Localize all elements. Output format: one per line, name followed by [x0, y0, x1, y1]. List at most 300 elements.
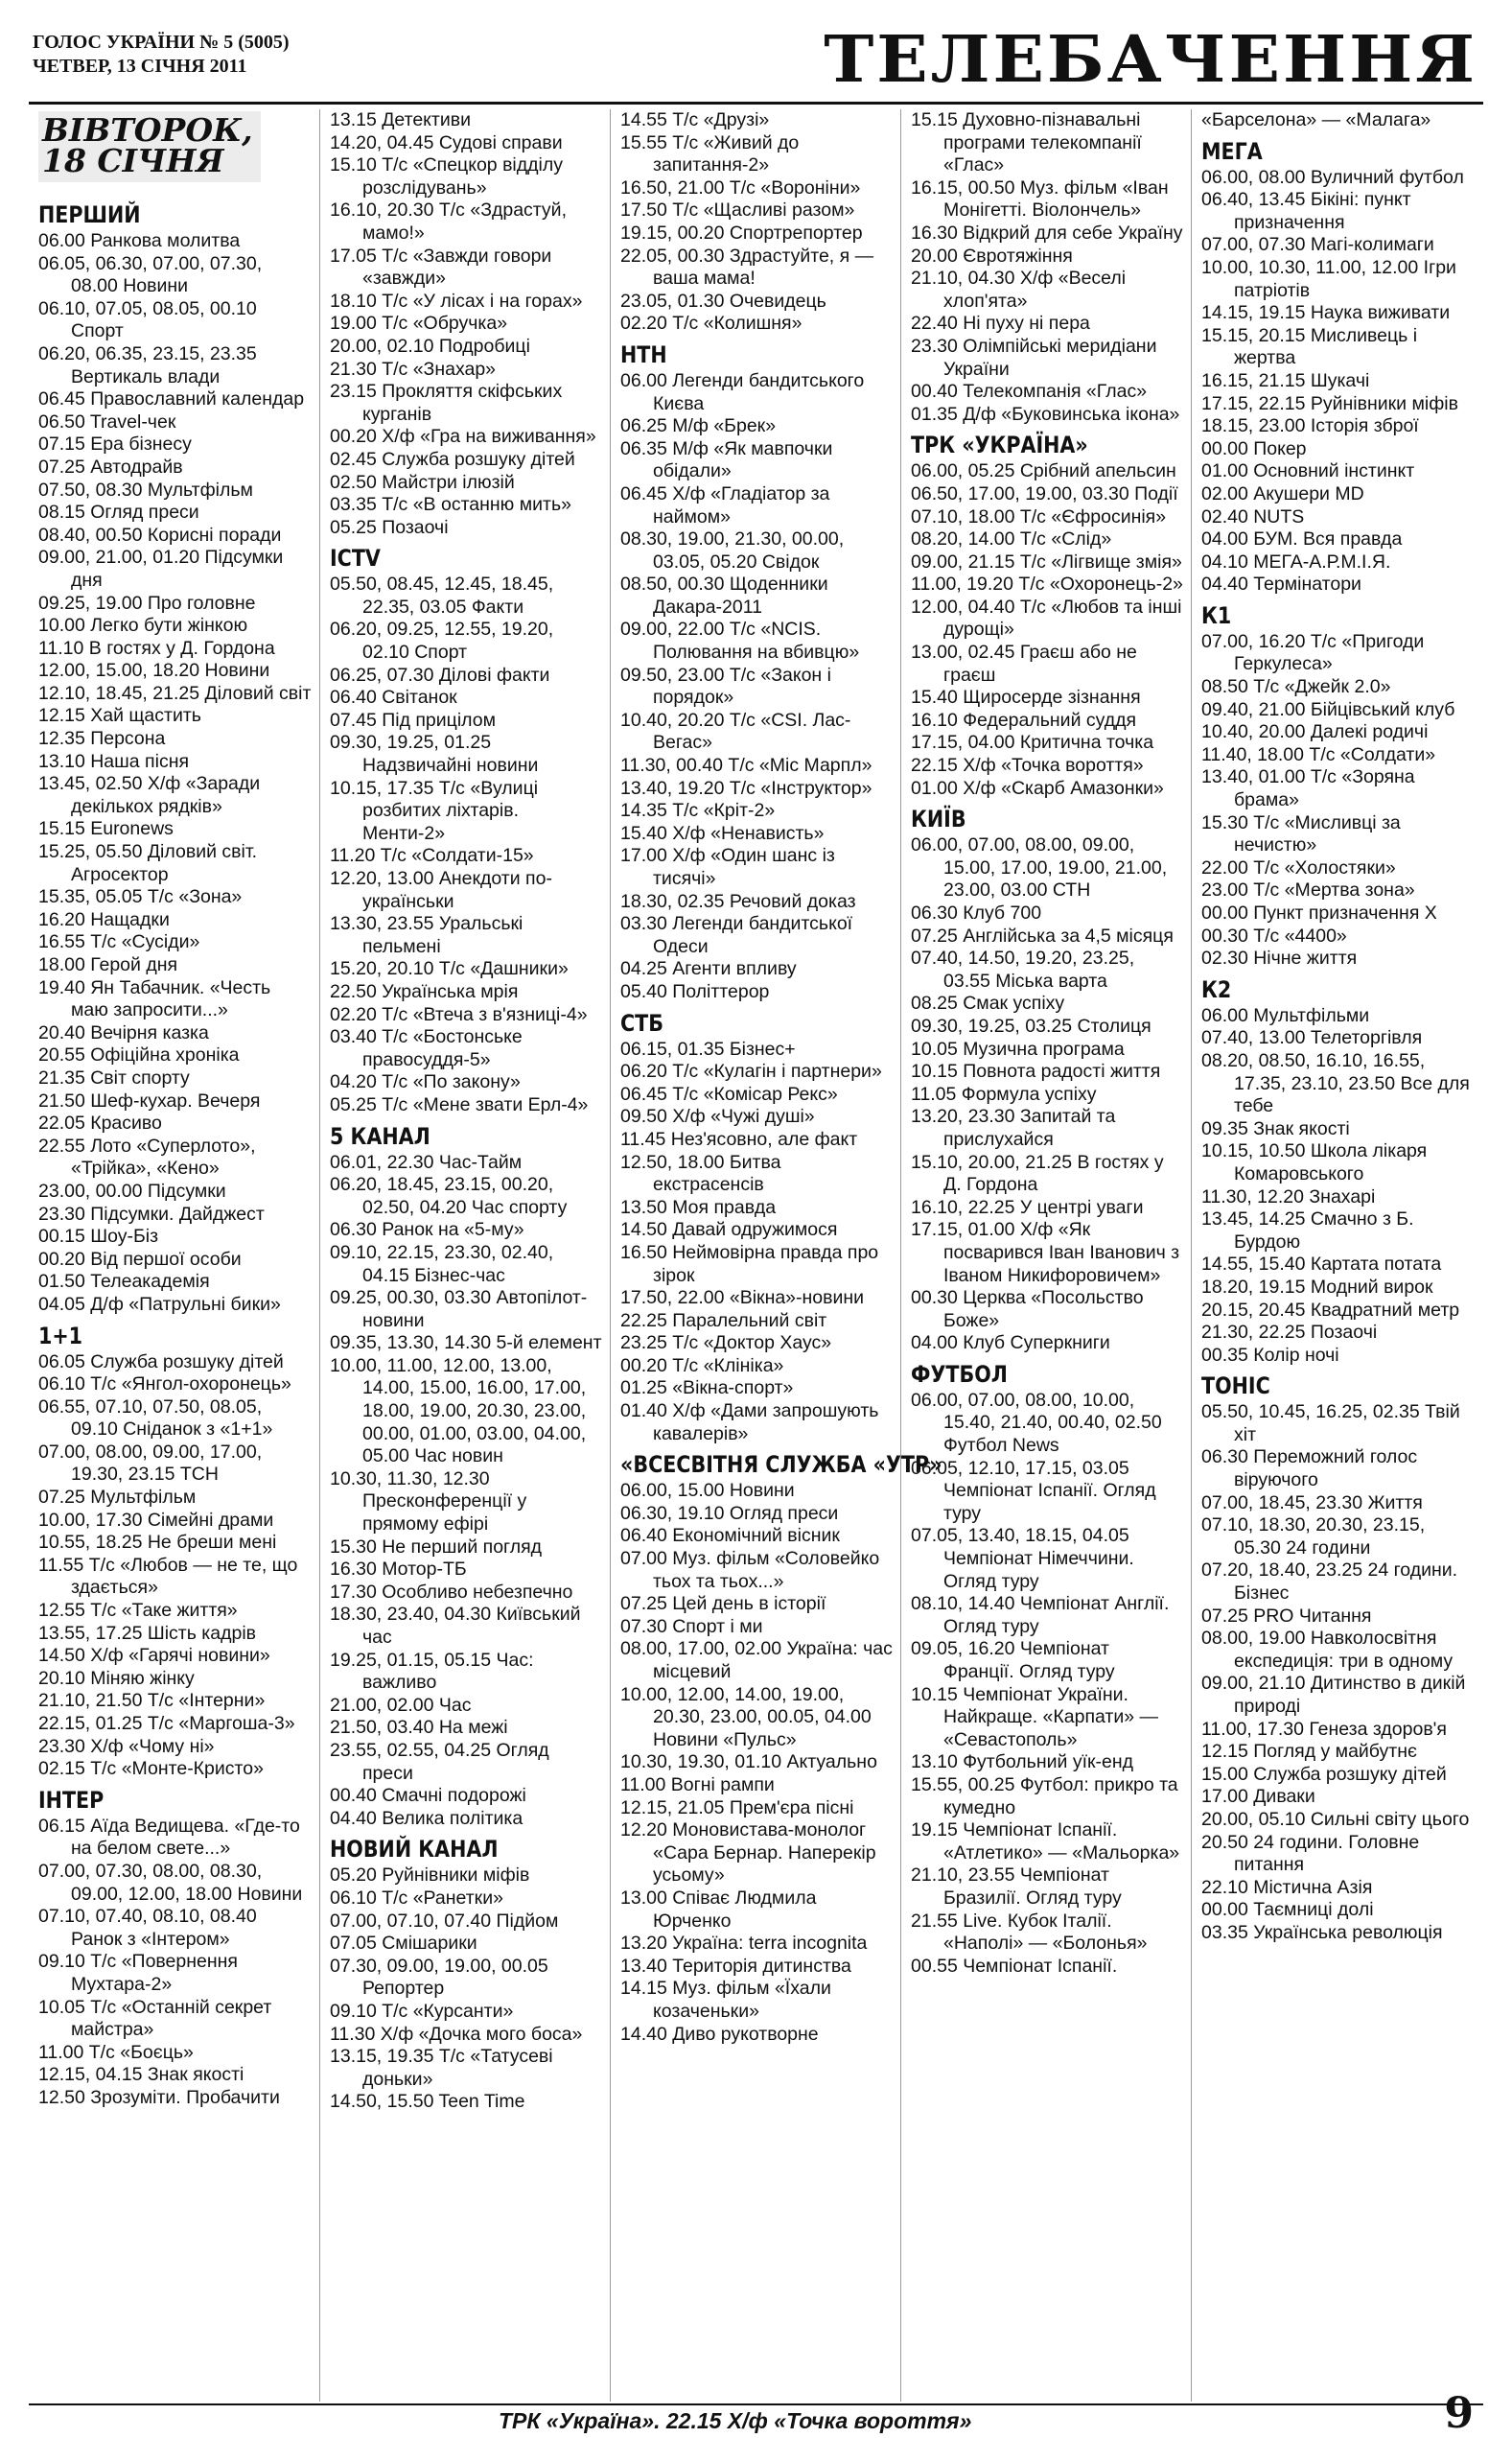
channel-heading: К1: [1201, 601, 1232, 629]
program-entry: 13.45, 02.50 Х/ф «Заради декількох рядків»: [38, 773, 261, 817]
program-entry: 15.25, 05.50 Діловий світ. Агросектор: [38, 841, 258, 885]
program-entry: 14.20, 04.45 Судові справи: [330, 131, 563, 153]
program-entry: 03.30 Легенди бандитської Одеси: [620, 913, 853, 957]
program-entry: 09.00, 21.10 Дитинство в дикій природі: [1201, 1673, 1466, 1717]
program-entry: 09.00, 21.15 Т/с «Лігвище змія»: [911, 551, 1182, 573]
program-entry: 02.45 Служба розшуку дітей: [330, 448, 575, 470]
program-entry: 04.40 Термінатори: [1201, 574, 1361, 596]
program-entry: 16.10 Федеральний суддя: [911, 709, 1137, 731]
program-entry: 16.10, 22.25 У центрі уваги: [911, 1196, 1144, 1218]
program-entry: 16.30 Відкрий для себе Україну: [911, 222, 1183, 244]
program-entry: 22.40 Ні пуху ні пера: [911, 313, 1090, 335]
column-content: [901, 109, 1192, 1978]
footer-divider: [29, 2403, 1483, 2405]
program-entry: 07.00, 07.10, 07.40 Підйом: [330, 1910, 559, 1932]
program-entry: 04.00 Клуб Суперкниги: [911, 1332, 1110, 1354]
program-entry: 19.25, 01.15, 05.15 Час: важливо: [330, 1649, 534, 1694]
program-entry: 04.25 Агенти впливу: [620, 958, 797, 980]
program-entry: 13.15, 19.35 Т/с «Татусеві доньки»: [330, 2046, 553, 2090]
program-entry: 05.40 Політтерор: [620, 980, 770, 1002]
program-entry: 22.05, 00.30 Здрастуйте, я — ваша мама!: [620, 245, 874, 290]
program-entry: 00.00 Покер: [1201, 437, 1307, 459]
program-entry: 09.30, 19.25, 03.25 Столиця: [911, 1015, 1151, 1037]
program-entry: 00.15 Шоу-Біз: [38, 1226, 159, 1248]
program-entry: 17.00 Диваки: [1201, 1786, 1315, 1808]
program-entry: 14.50 Давай одружимося: [620, 1219, 838, 1241]
issue-label: ГОЛОС УКРАЇНИ № 5 (5005): [33, 32, 290, 53]
program-entry: 13.40, 19.20 Т/с «Інструктор»: [620, 777, 872, 799]
program-entry: 06.50, 17.00, 19.00, 03.30 Події: [911, 482, 1178, 504]
program-entry: 11.20 Т/с «Солдати-15»: [330, 845, 534, 867]
program-entry: 16.20 Нащадки: [38, 908, 170, 930]
program-entry: 12.15 Хай щастить: [38, 705, 201, 727]
program-entry: 12.35 Персона: [38, 728, 166, 750]
program-entry: 01.00 Основний інстинкт: [1201, 460, 1415, 482]
program-entry: 22.05 Красиво: [38, 1113, 162, 1135]
program-entry: 04.40 Велика політика: [330, 1807, 523, 1829]
program-entry: 12.50, 18.00 Битва екстрасенсів: [620, 1151, 781, 1196]
program-entry: 16.50, 21.00 Т/с «Вороніни»: [620, 176, 861, 199]
program-entry: 23.00, 00.00 Підсумки: [38, 1180, 226, 1202]
program-entry: 08.15 Огляд преси: [38, 502, 199, 524]
program-entry: 18.20, 19.15 Модний вирок: [1201, 1276, 1433, 1298]
program-entry: 06.05 Служба розшуку дітей: [38, 1350, 284, 1372]
program-entry: 22.00 Т/с «Холостяки»: [1201, 856, 1396, 879]
schedule-column-4: [900, 109, 1192, 2402]
program-entry: 15.10 Т/с «Спецкор відділу розслідувань»: [330, 154, 563, 199]
program-entry: 15.00 Служба розшуку дітей: [1201, 1763, 1447, 1785]
program-entry: 06.35 М/ф «Як мавпочки обідали»: [620, 437, 833, 482]
program-entry: 08.25 Смак успіху: [911, 993, 1065, 1015]
program-entry: 10.30, 19.30, 01.10 Актуально: [620, 1751, 877, 1773]
program-entry: 11.00 Т/с «Боєць»: [38, 2041, 194, 2063]
program-entry: 09.10, 22.15, 23.30, 02.40, 04.15 Бізнес-час: [330, 1241, 554, 1286]
program-entry: 15.55, 00.25 Футбол: прикро та кумедно: [911, 1773, 1178, 1818]
program-entry: 02.20 Т/с «Колишня»: [620, 313, 803, 335]
program-entry: 13.20 Україна: terra incognita: [620, 1933, 868, 1955]
program-entry: 14.50 Х/ф «Гарячі новини»: [38, 1645, 270, 1667]
program-entry: 23.30 Олімпійські меридіани України: [911, 335, 1157, 380]
program-entry: 21.30 Т/с «Знахар»: [330, 358, 497, 380]
program-entry: 21.10, 23.55 Чемпіонат Бразилії. Огляд туру: [911, 1864, 1122, 1909]
program-entry: 09.25, 19.00 Про головне: [38, 592, 256, 614]
program-entry: 07.10, 18.30, 20.30, 23.15, 05.30 24 години: [1201, 1514, 1426, 1559]
program-entry: 06.00 Мультфільми: [1201, 1004, 1370, 1026]
program-entry: 16.55 Т/с «Сусіди»: [38, 931, 200, 953]
program-entry: 05.25 Позаочі: [330, 516, 449, 538]
program-entry: 06.00 Ранкова молитва: [38, 230, 241, 251]
program-entry: 10.15 Повнота радості життя: [911, 1061, 1161, 1083]
program-entry: 13.10 Наша пісня: [38, 750, 190, 772]
program-entry: 07.45 Під прицілом: [330, 709, 497, 731]
program-entry: 23.00 Т/с «Мертва зона»: [1201, 879, 1415, 902]
day-header-date: 18 СІЧНЯ: [42, 142, 224, 179]
program-entry: 14.50, 15.50 Teen Time: [330, 2091, 525, 2113]
program-entry: 07.00, 07.30 Магі-колимаги: [1201, 234, 1434, 256]
program-entry: 19.40 Ян Табачник. «Честь маю запросити...»: [38, 976, 271, 1021]
channel-heading: НТН: [620, 340, 667, 368]
program-entry: 15.20, 20.10 Т/с «Дашники»: [330, 958, 569, 980]
program-entry: 00.40 Телекомпанія «Глас»: [911, 381, 1148, 403]
program-entry: 15.40 Х/ф «Ненависть»: [620, 822, 825, 844]
channel-heading: ФУТБОЛ: [911, 1360, 1008, 1388]
program-entry: 06.25, 07.30 Ділові факти: [330, 664, 550, 686]
channel-heading: К2: [1201, 975, 1232, 1003]
program-entry: 07.20, 18.40, 23.25 24 години. Бізнес: [1201, 1559, 1458, 1605]
issue-date: ЧЕТВЕР, 13 СІЧНЯ 2011: [33, 56, 247, 77]
program-entry: 06.30 Переможний голос віруючого: [1201, 1446, 1418, 1491]
channel-heading: НОВИЙ КАНАЛ: [330, 1836, 499, 1864]
section-title: ТЕЛЕБАЧЕННЯ: [824, 20, 1477, 98]
program-entry: 18.00 Герой дня: [38, 954, 178, 975]
program-entry: 03.40 Т/с «Бостонське правосуддя-5»: [330, 1026, 523, 1070]
program-entry: 09.50 Х/ф «Чужі душі»: [620, 1106, 815, 1128]
program-entry: 15.30 Не перший погляд: [330, 1535, 543, 1558]
program-entry: 09.10 Т/с «Повернення Мухтара-2»: [38, 1951, 238, 1995]
program-entry: 11.05 Формула успіху: [911, 1083, 1097, 1105]
program-entry: 16.30 Мотор-ТБ: [330, 1559, 467, 1581]
program-entry: 12.00, 04.40 Т/с «Любов та інші дурощі»: [911, 596, 1182, 641]
program-entry: 14.35 Т/с «Кріт-2»: [620, 800, 776, 822]
program-entry: 00.30 Церква «Посольство Боже»: [911, 1287, 1144, 1331]
program-entry: 17.50, 22.00 «Вікна»-новини: [620, 1287, 865, 1309]
program-entry: 20.00, 02.10 Подробиці: [330, 335, 530, 357]
program-entry: 07.30, 09.00, 19.00, 00.05 Репортер: [330, 1955, 548, 2000]
program-entry: 11.30, 00.40 Т/с «Міс Марпл»: [620, 755, 872, 777]
program-entry: 15.35, 05.05 Т/с «Зона»: [38, 886, 243, 908]
program-entry: 07.40, 13.00 Телеторгівля: [1201, 1027, 1423, 1049]
schedule-column-1: [29, 109, 319, 2402]
channel-heading: ІНТЕР: [38, 1786, 105, 1814]
program-entry: 02.30 Нічне життя: [1201, 948, 1358, 970]
program-entry: 08.50, 00.30 Щоденники Дакара-2011: [620, 574, 828, 618]
program-entry: 13.15 Детективи: [330, 109, 472, 130]
program-entry: 12.20 Моновистава-монолог «Сара Бернар. Наперекір усьому»: [620, 1819, 876, 1887]
program-entry: 10.00, 12.00, 14.00, 19.00, 20.30, 23.00, 00.05, 04.00 Новини «Пульс»: [620, 1683, 872, 1750]
column-blocks: [330, 109, 603, 2114]
program-entry: 01.00 Х/ф «Скарб Амазонки»: [911, 777, 1164, 799]
program-entry: 23.05, 01.30 Очевидець: [620, 290, 826, 312]
program-entry: 06.50 Travel-чек: [38, 410, 176, 433]
program-entry: 05.20 Руйнівники міфів: [330, 1864, 530, 1887]
program-entry: 15.15, 20.15 Мисливець і жертва: [1201, 324, 1418, 369]
program-entry: 06.30, 19.10 Огляд преси: [620, 1502, 839, 1524]
column-blocks: [911, 109, 1184, 1978]
program-entry: 07.00, 07.30, 08.00, 08.30, 09.00, 12.00, 18.00 Новини: [38, 1860, 303, 1905]
program-entry: 01.50 Телеакадемія: [38, 1271, 210, 1293]
program-entry: 10.15, 10.50 Школа лікаря Комаровського: [1201, 1140, 1428, 1184]
program-entry: 15.55 Т/с «Живий до запитання-2»: [620, 131, 800, 176]
program-entry: 23.55, 02.55, 04.25 Огляд преси: [330, 1739, 549, 1784]
program-entry: 07.25 PRO Читання: [1201, 1605, 1372, 1627]
program-entry: 01.40 Х/ф «Дами запрошують кавалерів»: [620, 1400, 879, 1444]
program-entry: 14.15, 19.15 Наука виживати: [1201, 302, 1451, 324]
program-entry: 08.20, 08.50, 16.10, 16.55, 17.35, 23.10, 23.50 Все для тебе: [1201, 1049, 1470, 1117]
program-entry: 15.10, 20.00, 21.25 В гостях у Д. Гордона: [911, 1151, 1164, 1196]
column-blocks: [38, 201, 312, 2110]
program-entry: 06.00 Легенди бандитського Києва: [620, 369, 865, 414]
footer-highlight: ТРК «Україна». 22.15 Х/ф «Точка вороття»: [499, 2408, 972, 2433]
program-entry: 21.35 Світ спорту: [38, 1067, 190, 1089]
program-entry: 04.05 Д/ф «Патрульні бики»: [38, 1293, 281, 1315]
program-entry: 06.10, 07.05, 08.05, 00.10 Спорт: [38, 297, 257, 342]
program-entry: 07.25 Цей день в історії: [620, 1593, 826, 1615]
program-entry: 06.25 М/ф «Брек»: [620, 415, 777, 437]
program-entry: 02.40 NUTS: [1201, 505, 1305, 527]
program-entry: 22.25 Паралельний світ: [620, 1309, 827, 1331]
program-entry: 12.55 Т/с «Таке життя»: [38, 1600, 238, 1622]
program-entry: 17.15, 22.15 Руйнівники міфів: [1201, 392, 1458, 414]
program-entry: 08.00, 19.00 Навколосвітня експедиція: три в одному: [1201, 1628, 1454, 1672]
program-entry: 11.00, 17.30 Генеза здоров'я: [1201, 1718, 1447, 1740]
program-entry: 00.20 Від першої особи: [38, 1248, 242, 1270]
program-entry: 23.30 Підсумки. Дайджест: [38, 1203, 265, 1225]
program-entry: 15.30 Т/с «Мисливці за нечистю»: [1201, 811, 1401, 856]
program-entry: 00.55 Чемпіонат Іспанії.: [911, 1955, 1118, 1977]
program-entry: 09.10 Т/с «Курсанти»: [330, 2000, 514, 2022]
program-entry: 13.00, 02.45 Граєш або не граєш: [911, 642, 1137, 686]
program-entry: 23.30 Х/ф «Чому ні»: [38, 1735, 215, 1757]
program-entry: 11.30, 12.20 Знахарі: [1201, 1185, 1376, 1207]
program-entry: 06.00, 08.00 Вуличний футбол: [1201, 166, 1464, 188]
channel-heading: 5 КАНАЛ: [330, 1122, 430, 1150]
program-entry: 11.10 В гостях у Д. Гордона: [38, 637, 275, 659]
channel-heading: ПЕРШИЙ: [38, 201, 141, 228]
program-entry: 11.45 Нез'ясовно, але факт: [620, 1128, 858, 1150]
program-entry: 12.15, 21.05 Прем'єра пісні: [620, 1796, 854, 1818]
program-entry: 06.00, 07.00, 08.00, 09.00, 15.00, 17.00, 19.00, 21.00, 23.00, 03.00 СТН: [911, 834, 1168, 902]
program-entry: 22.10 Містична Азія: [1201, 1876, 1373, 1898]
program-entry: 08.30, 19.00, 21.30, 00.00, 03.05, 05.20 Свідок: [620, 528, 845, 573]
program-entry: 13.55, 17.25 Шість кадрів: [38, 1622, 257, 1644]
program-entry: 17.15, 04.00 Критична точка: [911, 732, 1154, 754]
program-entry: 06.20, 18.45, 23.15, 00.20, 02.50, 04.20 Час спорту: [330, 1174, 568, 1218]
program-entry: 21.10, 04.30 Х/ф «Веселі хлоп'ята»: [911, 268, 1127, 312]
program-entry: 22.55 Лото «Суперлото», «Трійка», «Кено»: [38, 1135, 256, 1180]
program-entry: 15.15 Euronews: [38, 818, 174, 840]
program-entry: 21.00, 02.00 Час: [330, 1694, 472, 1716]
program-entry: 06.30 Ранок на «5-му»: [330, 1219, 524, 1241]
program-entry: 06.10 Т/с «Янгол-охоронець»: [38, 1373, 291, 1395]
program-entry: 12.15 Погляд у майбутнє: [1201, 1741, 1417, 1763]
program-entry: 10.05 Т/с «Останній секрет майстра»: [38, 1996, 272, 2041]
day-header: [38, 111, 261, 182]
program-entry: 06.45 Х/ф «Гладіатор за наймом»: [620, 482, 830, 527]
channel-heading: ТРК «УКРАЇНА»: [911, 432, 1088, 459]
program-entry: 11.40, 18.00 Т/с «Солдати»: [1201, 743, 1436, 765]
program-entry: 12.00, 15.00, 18.20 Новини: [38, 660, 270, 682]
program-entry: 20.00, 05.10 Сильні світу цього: [1201, 1808, 1470, 1830]
program-entry: 06.01, 22.30 Час-Тайм: [330, 1151, 523, 1173]
program-entry: 10.05 Музична програма: [911, 1038, 1125, 1060]
program-entry: 10.15 Чемпіонат України. Найкраще. «Карпати» — «Севастополь»: [911, 1683, 1159, 1750]
program-entry: 13.20, 23.30 Запитай та прислухайся: [911, 1106, 1116, 1150]
program-entry: 09.40, 21.00 Бійцівський клуб: [1201, 698, 1455, 720]
program-entry: 10.55, 18.25 Не бреши мені: [38, 1532, 277, 1554]
program-entry: 07.05, 13.40, 18.15, 04.05 Чемпіонат Німеччини. Огляд туру: [911, 1525, 1134, 1592]
program-entry: 02.50 Майстри ілюзій: [330, 471, 515, 493]
program-entry: 07.00 Муз. фільм «Соловейко тьох та тьох...»: [620, 1548, 880, 1592]
program-entry: 08.00, 17.00, 02.00 Україна: час місцевий: [620, 1638, 893, 1682]
program-entry: 20.15, 20.45 Квадратний метр: [1201, 1299, 1460, 1321]
program-entry: 06.00, 05.25 Срібний апельсин: [911, 460, 1176, 482]
program-entry: 07.25 Англійська за 4,5 місяця: [911, 925, 1174, 947]
channel-heading: ТОНІС: [1201, 1372, 1270, 1400]
program-entry: «Барселона» — «Малага»: [1201, 109, 1431, 130]
program-entry: 07.10, 07.40, 08.10, 08.40 Ранок з «Інтером»: [38, 1906, 257, 1950]
column-content: [1192, 109, 1482, 1945]
program-entry: 14.55 Т/с «Друзі»: [620, 109, 770, 130]
program-entry: 19.15 Чемпіонат Іспанії. «Атлетико» — «Мальорка»: [911, 1819, 1180, 1864]
program-entry: 07.40, 14.50, 19.20, 23.25, 03.55 Міська варта: [911, 948, 1135, 992]
program-entry: 21.10, 21.50 Т/с «Інтерни»: [38, 1690, 266, 1712]
program-entry: 15.40 Щиросерде зізнання: [911, 687, 1141, 709]
program-entry: 10.00 Легко бути жінкою: [38, 615, 248, 637]
column-content: [320, 109, 611, 2114]
program-entry: 07.00, 08.00, 09.00, 17.00, 19.30, 23.15 ТСН: [38, 1441, 263, 1486]
program-entry: 19.00 Т/с «Обручка»: [330, 313, 508, 335]
program-entry: 11.00, 19.20 Т/с «Охоронець-2»: [911, 574, 1183, 596]
program-entry: 13.40 Територія дитинства: [620, 1955, 851, 1977]
program-entry: 23.25 Т/с «Доктор Хаус»: [620, 1332, 832, 1354]
program-entry: 07.50, 08.30 Мультфільм: [38, 479, 253, 501]
program-entry: 06.30 Клуб 700: [911, 903, 1042, 924]
program-entry: 04.00 БУМ. Вся правда: [1201, 528, 1403, 551]
program-entry: 06.00, 07.00, 08.00, 10.00, 15.40, 21.40, 00.40, 02.50 Футбол News: [911, 1389, 1162, 1457]
program-entry: 13.10 Футбольний уїк-енд: [911, 1751, 1134, 1773]
schedule-column-2: [319, 109, 611, 2402]
program-entry: 10.00, 10.30, 11.00, 12.00 Ігри патріотів: [1201, 256, 1456, 301]
program-entry: 01.25 «Вікна-спорт»: [620, 1377, 794, 1399]
program-entry: 07.00, 18.45, 23.30 Життя: [1201, 1491, 1423, 1513]
program-entry: 11.00 Вогні рампи: [620, 1773, 775, 1795]
program-entry: 18.10 Т/с «У лісах і на горах»: [330, 290, 583, 312]
program-entry: 22.15 Х/ф «Точка вороття»: [911, 755, 1144, 777]
program-entry: 04.10 МЕГА-А.Р.М.І.Я.: [1201, 551, 1391, 573]
program-entry: 15.15 Духовно-пізнавальні програми телекомпанії «Глас»: [911, 109, 1142, 176]
program-entry: 06.20, 09.25, 12.55, 19.20, 02.10 Спорт: [330, 619, 554, 664]
day-header-weekday: ВІВТОРОК,: [42, 111, 253, 149]
program-entry: 16.50 Неймовірна правда про зірок: [620, 1241, 879, 1286]
program-entry: 16.15, 21.15 Шукачі: [1201, 369, 1370, 391]
program-entry: 16.10, 20.30 Т/с «Здрастуй, мамо!»: [330, 199, 567, 244]
program-entry: 00.20 Т/с «Клініка»: [620, 1354, 784, 1376]
program-entry: 02.15 Т/с «Монте-Кристо»: [38, 1758, 264, 1780]
program-entry: 21.50 Шеф-кухар. Вечеря: [38, 1090, 261, 1112]
program-entry: 03.35 Т/с «В останню мить»: [330, 494, 571, 516]
program-entry: 22.15, 01.25 Т/с «Маргоша-3»: [38, 1713, 295, 1734]
program-entry: 00.00 Пункт призначення Х: [1201, 903, 1437, 924]
masthead-issue-info: [33, 31, 290, 79]
program-entry: 08.20, 14.00 Т/с «Слід»: [911, 528, 1112, 551]
program-entry: 06.15, 01.35 Бізнес+: [620, 1038, 796, 1060]
program-entry: 11.30 Х/ф «Дочка мого боса»: [330, 2023, 583, 2045]
program-entry: 12.20, 13.00 Анекдоти по-українськи: [330, 868, 552, 912]
program-entry: 20.10 Міняю жінку: [38, 1667, 195, 1689]
program-entry: 13.50 Моя правда: [620, 1196, 777, 1218]
column-content: [29, 109, 319, 2110]
program-entry: 00.30 Т/с «4400»: [1201, 925, 1347, 947]
program-entry: 13.45, 14.25 Смачно з Б. Бурдою: [1201, 1208, 1414, 1253]
program-entry: 05.25 Т/с «Мене звати Ерл-4»: [330, 1093, 589, 1115]
program-entry: 09.00, 21.00, 01.20 Підсумки дня: [38, 547, 284, 591]
program-entry: 01.35 Д/ф «Буковинська ікона»: [911, 403, 1180, 425]
program-entry: 21.50, 03.40 На межі: [330, 1717, 508, 1739]
program-entry: 12.15, 04.15 Знак якості: [38, 2064, 244, 2086]
program-entry: 12.10, 18.45, 21.25 Діловий світ: [38, 682, 312, 704]
program-entry: 07.25 Автодрайв: [38, 456, 183, 478]
program-entry: 03.35 Українська революція: [1201, 1921, 1443, 1943]
channel-heading: КИЇВ: [911, 806, 966, 833]
program-entry: 02.20 Т/с «Втеча з в'язниці-4»: [330, 1003, 588, 1025]
program-entry: 07.00, 16.20 Т/с «Пригоди Геркулеса»: [1201, 630, 1425, 675]
program-entry: 04.20 Т/с «По закону»: [330, 1071, 521, 1093]
program-entry: 00.00 Таємниці долі: [1201, 1899, 1374, 1921]
program-entry: 19.15, 00.20 Спортрепортер: [620, 222, 863, 244]
program-entry: 10.30, 11.30, 12.30 Пресконференції у прямому ефірі: [330, 1467, 527, 1535]
program-entry: 21.55 Live. Кубок Італії. «Наполі» — «Болонья»: [911, 1910, 1148, 1955]
program-entry: 08.10, 14.40 Чемпіонат Англії. Огляд туру: [911, 1593, 1170, 1637]
program-entry: 10.40, 20.00 Далекі родичі: [1201, 721, 1429, 743]
program-entry: 16.15, 00.50 Муз. фільм «Іван Монігетті. Віолончель»: [911, 176, 1169, 222]
program-entry: 13.00 Співає Людмила Юрченко: [620, 1887, 817, 1932]
column-blocks: [1201, 109, 1475, 1945]
masthead-divider: [29, 102, 1483, 105]
program-entry: 06.45 Т/с «Комісар Рекс»: [620, 1083, 838, 1105]
program-entry: 07.15 Ера бізнесу: [38, 434, 192, 456]
program-entry: 10.40, 20.20 Т/с «CSI. Лас-Вегас»: [620, 709, 851, 754]
program-entry: 08.50 Т/с «Джейк 2.0»: [1201, 676, 1391, 698]
program-entry: 08.40, 00.50 Корисні поради: [38, 524, 282, 546]
program-entry: 09.35, 13.30, 14.30 5-й елемент: [330, 1332, 602, 1354]
program-entry: 20.55 Офіційна хроніка: [38, 1044, 240, 1067]
program-entry: 20.00 Євротяжіння: [911, 245, 1073, 267]
program-entry: 17.50 Т/с «Щасливі разом»: [620, 199, 855, 222]
program-entry: 09.25, 00.30, 03.30 Автопілот-новини: [330, 1287, 588, 1331]
program-entry: 17.15, 01.00 Х/ф «Як посварився Іван Іванович з Іваном Никифоровичем»: [911, 1219, 1180, 1286]
program-entry: 06.15 Аїда Ведищева. «Где-то на белом свете...»: [38, 1815, 300, 1860]
program-entry: 05.50, 10.45, 16.25, 02.35 Твій хіт: [1201, 1401, 1460, 1445]
tv-schedule-columns: [29, 109, 1481, 2402]
program-entry: 12.50 Зрозуміти. Пробачити: [38, 2086, 280, 2108]
channel-heading: МЕГА: [1201, 137, 1263, 165]
program-entry: 13.30, 23.55 Уральські пельмені: [330, 913, 523, 957]
schedule-column-5: [1191, 109, 1482, 2402]
program-entry: 06.40 Економічний вісник: [620, 1525, 840, 1547]
program-entry: 06.05, 06.30, 07.00, 07.30, 08.00 Новини: [38, 252, 263, 297]
program-entry: 06.40, 13.45 Бікіні: пункт призначення: [1201, 189, 1411, 233]
program-entry: 18.15, 23.00 Історія зброї: [1201, 415, 1419, 437]
channel-heading: «ВСЕСВІТНЯ СЛУЖБА «УТР»: [620, 1451, 942, 1479]
program-entry: 23.15 Прокляття скіфських курганів: [330, 381, 563, 425]
channel-heading: СТБ: [620, 1009, 663, 1037]
program-entry: 00.20 Х/ф «Гра на виживання»: [330, 426, 596, 448]
program-entry: 02.00 Акушери MD: [1201, 482, 1364, 504]
page-number: 9: [1444, 2389, 1474, 2438]
program-entry: 20.40 Вечірня казка: [38, 1021, 209, 1043]
program-entry: 09.05, 16.20 Чемпіонат Франції. Огляд туру: [911, 1638, 1115, 1682]
program-entry: 13.40, 01.00 Т/с «Зоряна брама»: [1201, 766, 1415, 811]
program-entry: 06.20 Т/с «Кулагін і партнери»: [620, 1061, 882, 1083]
program-entry: 10.00, 11.00, 12.00, 13.00, 14.00, 15.00, 16.00, 17.00, 18.00, 19.00, 20.30, 23.00, 00.00, 01.00, 03.00, 04.00, 05.00 Час новин: [330, 1354, 587, 1467]
channel-heading: ICTV: [330, 545, 381, 573]
program-entry: 17.30 Особливо небезпечно: [330, 1581, 573, 1603]
program-entry: 06.40 Світанок: [330, 687, 457, 709]
program-entry: 07.30 Спорт і ми: [620, 1615, 763, 1637]
program-entry: 18.30, 02.35 Речовий доказ: [620, 890, 856, 912]
program-entry: 22.50 Українська мрія: [330, 980, 519, 1002]
program-entry: 11.55 Т/с «Любов — не те, що здається»: [38, 1554, 298, 1599]
